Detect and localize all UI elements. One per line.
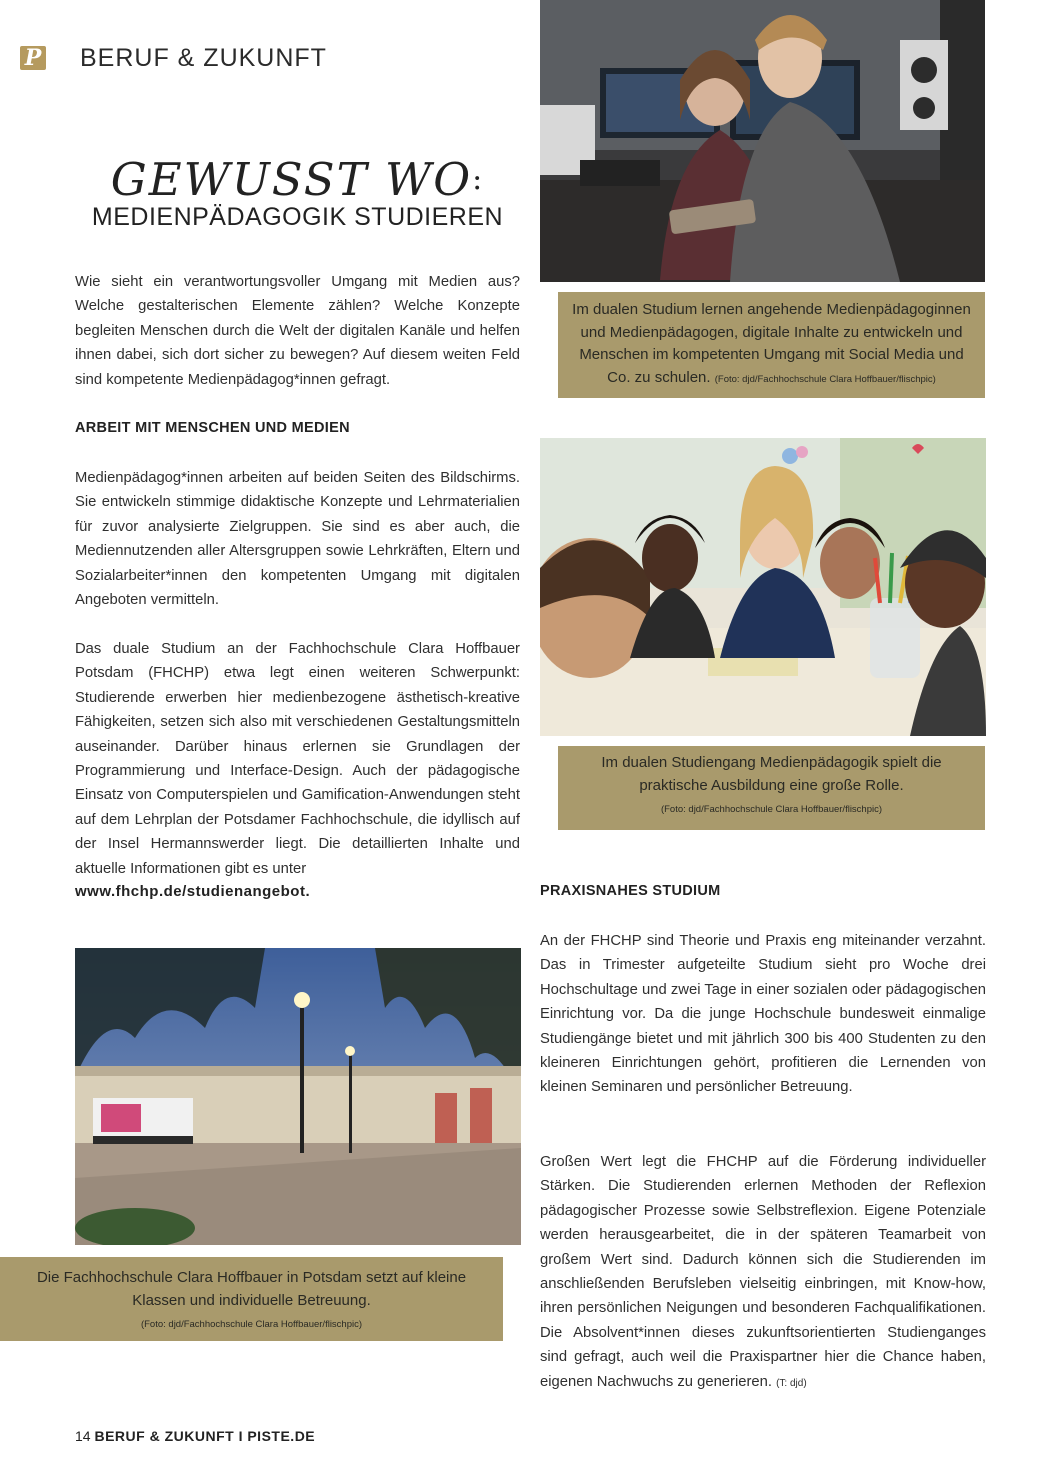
- article-title-script: [75, 152, 520, 208]
- caption-studio-credit: (Foto: djd/Fachhochschule Clara Hoffbauer/flischpic): [714, 373, 936, 385]
- caption-studio: [558, 292, 985, 398]
- caption-kids: [558, 746, 985, 830]
- caption-campus: [0, 1257, 503, 1341]
- photo-studio-students: [540, 0, 985, 282]
- title-script-text: GEWUSST WO: [110, 153, 473, 206]
- section-title: BERUF & ZUKUNFT: [80, 44, 327, 72]
- caption-campus-credit: (Foto: djd/Fachhochschule Clara Hoffbauer/flischpic): [140, 1319, 363, 1330]
- photo-children-group: [540, 438, 986, 736]
- section-heading-arbeit: ARBEIT MIT MENSCHEN UND MEDIEN: [75, 420, 350, 436]
- magazine-logo: [20, 46, 46, 70]
- page-number: 14: [75, 1428, 91, 1444]
- section2-paragraph-2: Großen Wert legt die FHCHP auf die Förderung individueller Stärken. Die Studierenden erlernen Methoden der Reflexion pädagogischer Prozesse sowie Selbstreflexion. Eigene Potenziale werden herausgearbeitet, die in der späteren Teamarbeit von großem Wert sind. Dadurch können sich die Studierenden im anschließenden Berufsleben vielseitig einbringen, mit Know-how, ihren persönlichen Neigungen und besonderen Fachqualifikationen. Die Absolvent*innen dieses zukunftsorientierten Studienganges sind gefragt, auch weil die Praxispartner hier die Chance haben, eigenen Nachwuchs zu generieren.: [540, 1154, 986, 1390]
- article-title: MEDIENPÄDAGOGIK STUDIEREN: [91, 203, 504, 231]
- section-heading-praxis: PRAXISNAHES STUDIUM: [540, 883, 721, 899]
- intro-paragraph: Wie sieht ein verantwortungsvoller Umgang mit Medien aus? Welche gestalterischen Elemente zählen? Welche Konzepte begleiten Menschen durch die Welt der digitalen Kanäle und helfen ihnen dabei, sich dort sicher zu bewegen? Auf diesem weiten Feld sind kompetente Medienpädagog*innen gefragt.: [75, 274, 520, 388]
- section1-paragraph-2: Das duale Studium an der Fachhochschule Clara Hoffbauer Potsdam (FHCHP) etwa legt einen weiteren Schwerpunkt: Studierende erwerben hier medienbezogene ästhetisch-kreative Fähigkeiten, setzen sich also mit verschiedenen Gestaltungsmitteln auseinander. Darüber hinaus erlernen sie Grundlagen der Programmierung und Interface-Design. Auch der pädagogische Einsatz von Computerspielen und Gamification-Anwendungen steht auf dem Lehrplan der Potsdamer Fachhochschule, die idyllisch auf der Insel Hermannswerder liegt. Die detaillierten Inhalte und aktuelle Informationen gibt es unter: [75, 641, 520, 877]
- photo-campus-evening: [75, 948, 521, 1245]
- caption-studio-text: Im dualen Studium lernen angehende Medienpädagoginnen und Medienpädagogen, digitale Inhalte zu entwickeln und Menschen im kompetenten Umgang mit Social Media und Co. zu schulen.: [572, 301, 971, 386]
- section1-paragraph-1: Medienpädagog*innen arbeiten auf beiden Seiten des Bildschirms. Sie entwickeln stimmige didaktische Konzepte und Lehrmaterialien für zuvor analysierte Zielgruppen. Sie sind es aber auch, die Mediennutzenden aller Altersgruppen sowie Lehrkräften, Eltern und Sozialarbeiter*innen den kompetenten Umgang mit digitalen Angeboten vermitteln.: [75, 470, 520, 609]
- page-footer: [75, 1428, 315, 1444]
- title-colon: :: [472, 162, 485, 197]
- section2-paragraph-2-block: [540, 1150, 986, 1396]
- text-credit: (T: djd): [776, 1377, 807, 1389]
- logo-letter: P: [24, 45, 42, 71]
- caption-kids-text: Im dualen Studiengang Medienpädagogik spielt die praktische Ausbildung eine große Rolle.: [601, 754, 942, 794]
- caption-campus-text: Die Fachhochschule Clara Hoffbauer in Potsdam setzt auf kleine Klassen und individuelle Betreuung.: [36, 1269, 467, 1309]
- section2-paragraph-1: An der FHCHP sind Theorie und Praxis eng miteinander verzahnt. Das in Trimester aufgeteilte Studium sieht pro Woche drei Hochschultage und zwei Tage in einer sozialen oder pädagogischen Einrichtung vor. Da die junge Hochschule bundesweit einmalige Studiengänge bietet und mit jährlich 300 bis 400 Studenten zu den kleineren Einrichtungen gehört, profitieren die Lernenden von kleinen Seminaren und persönlicher Betreuung.: [540, 933, 986, 1096]
- caption-kids-credit: (Foto: djd/Fachhochschule Clara Hoffbauer/flischpic): [660, 804, 883, 815]
- footer-label: BERUF & ZUKUNFT I PISTE.DE: [94, 1428, 316, 1444]
- study-offer-link[interactable]: www.fhchp.de/studienangebot.: [75, 883, 311, 900]
